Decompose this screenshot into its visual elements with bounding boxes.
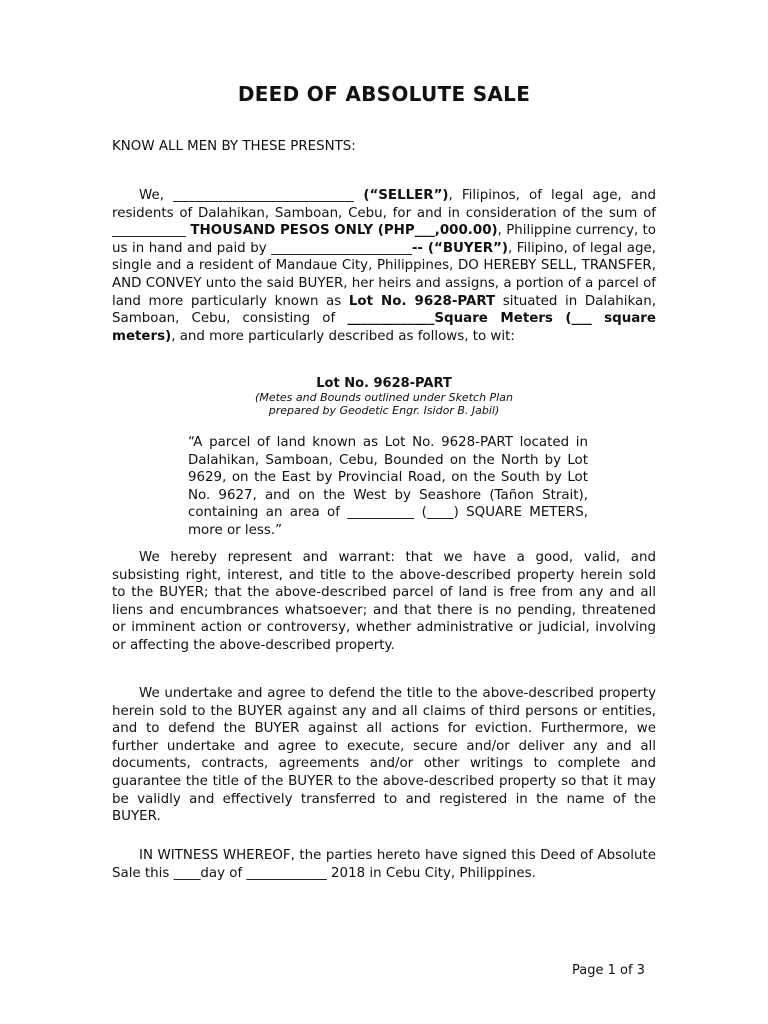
seller-label: (“SELLER”) bbox=[353, 188, 449, 203]
p1-text-1: , Filipinos, of legal age, and residents of Dalahikan, Samboan, Cebu, for and in consideration of the sum of bbox=[112, 188, 656, 221]
opening-clause: KNOW ALL MEN BY THESE PRESNTS: bbox=[112, 139, 356, 154]
document-title: DEED OF ABSOLUTE SALE bbox=[237, 82, 531, 106]
thousand-pesos-label: THOUSAND PESOS ONLY (PHP___,000.00) bbox=[185, 223, 498, 239]
p1-we: We, bbox=[139, 188, 174, 203]
technical-description-quote: “A parcel of land known as Lot No. 9628-PART located in Dalahikan, Samboan, Cebu, Bounded on the North by Lot 9629, on the East by Provincial Road, on the South by Lot No. 9627, and on the West by Seashore (Tañon Strait), containing an area of __________ (____) SQUARE METERS, more or less.” bbox=[188, 435, 588, 538]
p1-text-2: , Philippine currency, to us in hand and paid by bbox=[112, 223, 656, 256]
p1-text-3: , Filipino, of legal age, single and a resident of Mandaue City, Philippines, DO HEREBY SELL, TRANSFER, AND CONVEY unto the said BUYER, her heirs and assigns, a portion of a parcel of land more particularly known as bbox=[112, 240, 656, 309]
lot-subheading-line-1: (Metes and Bounds outlined under Sketch Plan bbox=[255, 391, 513, 404]
buyer-blank: _____________________ bbox=[271, 240, 412, 256]
seller-blank: ___________________________ bbox=[173, 188, 354, 203]
p1-text-4: situated in Dalahikan, Samboan, Cebu, consisting of bbox=[112, 293, 656, 327]
buyer-label: -- (“BUYER”) bbox=[411, 240, 508, 256]
paragraph-warranty: We hereby represent and warrant: that we have a good, valid, and subsisting right, interest, and title to the above-described property herein sold to the BUYER; that the above-described parcel of land is free from any and all liens and encumbrances whatsoever; and that there is no pending, threatened or imminent action or controversy, whether administrative or judicial, involving or affecting the above-described property. bbox=[112, 550, 656, 653]
paragraph-conveyance bbox=[112, 187, 656, 345]
p1-text-5: , and more particularly described as follows, to wit: bbox=[171, 328, 515, 344]
page-number: Page 1 of 3 bbox=[572, 963, 645, 978]
sum-blank: ___________ bbox=[112, 223, 186, 239]
square-meters-label: _____________Square Meters (___ square meters) bbox=[112, 311, 656, 344]
lot-subheading bbox=[0, 391, 768, 417]
lot-label: Lot No. 9628-PART bbox=[348, 293, 496, 309]
lot-subheading-line-2: prepared by Geodetic Engr. Isidor B. Jabil) bbox=[268, 404, 500, 417]
lot-heading: Lot No. 9628-PART bbox=[316, 376, 452, 391]
paragraph-witness: IN WITNESS WHEREOF, the parties hereto have signed this Deed of Absolute Sale this ____day of ____________ 2018 in Cebu City, Philippines. bbox=[112, 848, 656, 881]
paragraph-defense: We undertake and agree to defend the title to the above-described property herein sold to the BUYER against any and all claims of third persons or entities, and to defend the BUYER against all actions for eviction. Furthermore, we further undertake and agree to execute, secure and/or deliver any and all documents, contracts, agreements and/or other writings to complete and guarantee the title of the BUYER to the above-described property so that it may be validly and effectively transferred to and registered in the name of the BUYER. bbox=[112, 686, 656, 825]
